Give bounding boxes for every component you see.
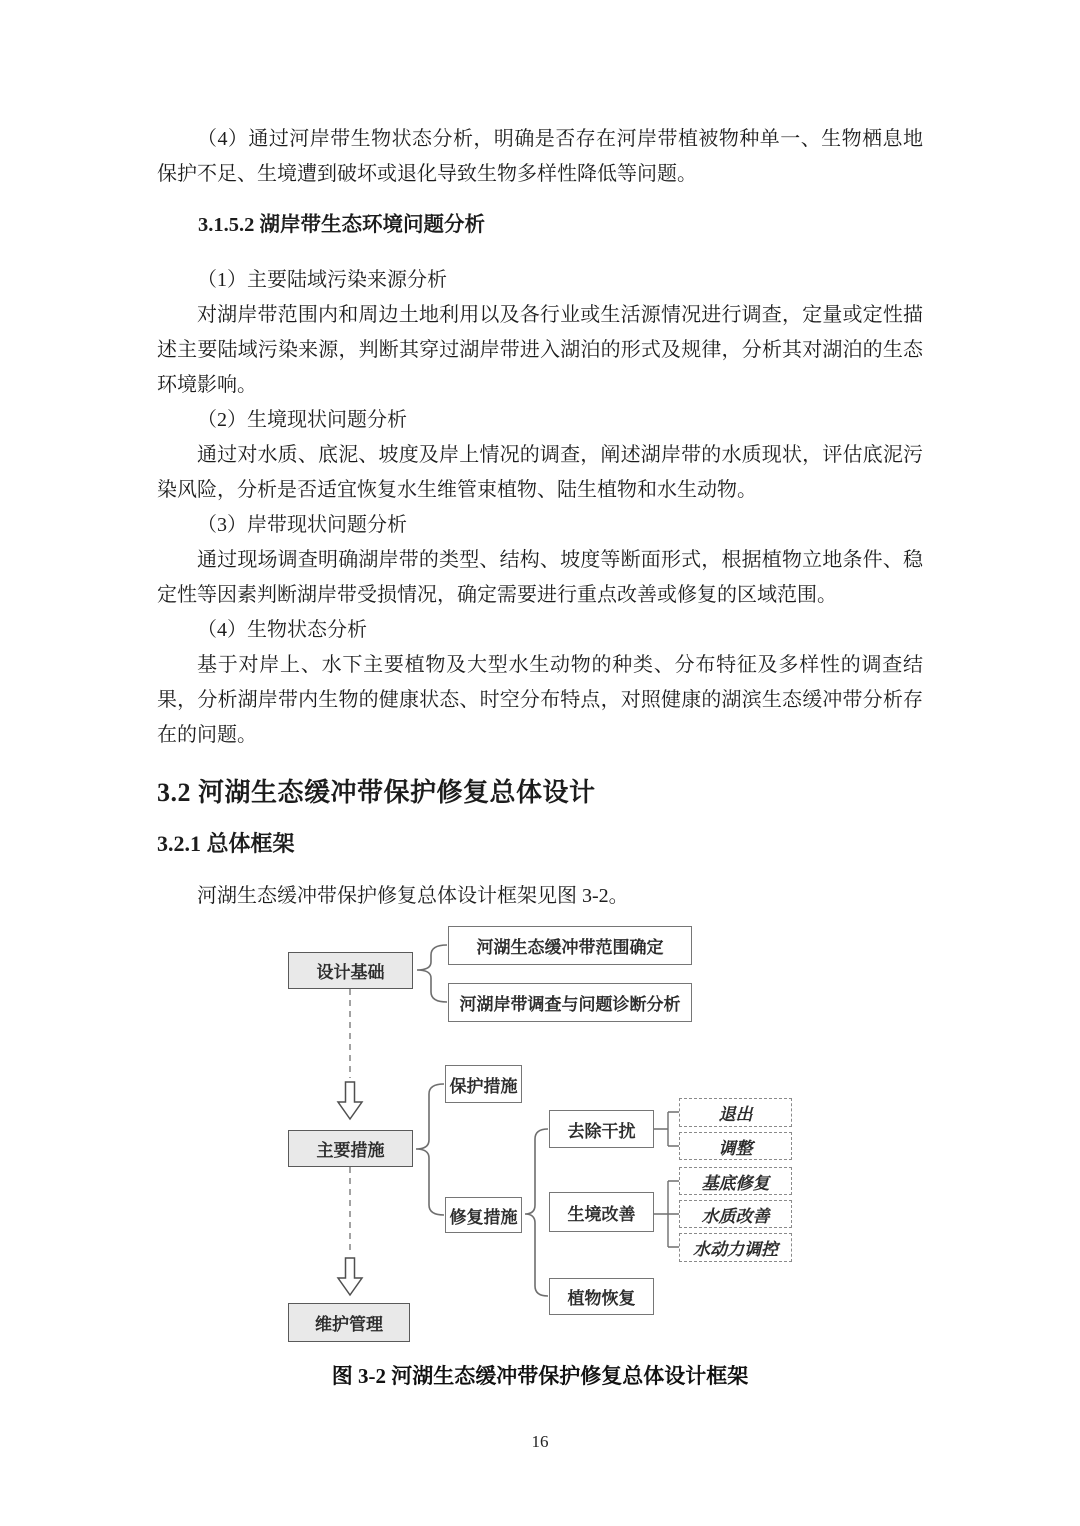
brace-main-measures (416, 1084, 444, 1215)
flow-node-survey-diagnosis: 河湖岸带调查与问题诊断分析 (448, 983, 692, 1022)
bracket-habitat-improvement (654, 1181, 679, 1247)
figure-caption: 图 3-2 河湖生态缓冲带保护修复总体设计框架 (331, 1364, 749, 1388)
hollow-down-arrow-icon (338, 1258, 362, 1295)
item-2-title: （2）生境现状问题分析 (197, 409, 407, 431)
text-column (157, 122, 923, 914)
flow-node-substrate-repair: 基底修复 (679, 1167, 792, 1195)
flow-node-main-measures: 主要措施 (288, 1130, 413, 1167)
figure-reference-paragraph: 河湖生态缓冲带保护修复总体设计框架见图 3-2。 (197, 885, 629, 907)
flow-node-design-basis: 设计基础 (288, 952, 413, 989)
item-1-body: 对湖岸带范围内和周边土地利用以及各行业或生活源情况进行调查，定量或定性描述主要陆域污染来源，判断其穿过湖岸带进入湖泊的形式及规律，分析其对湖泊的生态环境影响。 (157, 304, 923, 396)
item-4-title: （4）生物状态分析 (197, 619, 367, 641)
paragraph-intro: （4）通过河岸带生物状态分析，明确是否存在河岸带植被物种单一、生物栖息地保护不足、生境遭到破坏或退化导致生物多样性降低等问题。 (157, 128, 923, 185)
section-heading-321: 3.2.1 总体框架 (157, 831, 295, 856)
flow-node-exit: 退出 (679, 1098, 792, 1127)
flow-node-protection-measures: 保护措施 (445, 1065, 522, 1103)
item-4-body: 基于对岸上、水下主要植物及大型水生动物的种类、分布特征及多样性的调查结果，分析湖岸带内生物的健康状态、时空分布特点，对照健康的湖滨生态缓冲带分析存在的问题。 (157, 654, 923, 746)
figure-3-2-flowchart (150, 912, 950, 1357)
flow-node-hydrodynamic-regulation: 水动力调控 (679, 1233, 792, 1262)
item-3-body: 通过现场调查明确湖岸带的类型、结构、坡度等断面形式，根据植物立地条件、稳定性等因素判断湖岸带受损情况，确定需要进行重点改善或修复的区域范围。 (157, 549, 923, 606)
item-2-body: 通过对水质、底泥、坡度及岸上情况的调查，阐述湖岸带的水质现状，评估底泥污染风险，分析是否适宜恢复水生维管束植物、陆生植物和水生动物。 (157, 444, 923, 501)
hollow-down-arrow-icon (338, 1082, 362, 1119)
bracket-remove-disturbance (654, 1112, 679, 1146)
page-number: 16 (531, 1432, 549, 1451)
brace-restoration-measures (525, 1129, 548, 1296)
flow-node-plant-restoration: 植物恢复 (549, 1278, 654, 1315)
flow-node-adjust: 调整 (679, 1132, 792, 1160)
flow-node-restoration-measures: 修复措施 (445, 1197, 522, 1233)
item-3-title: （3）岸带现状问题分析 (197, 514, 407, 536)
flow-node-remove-disturbance: 去除干扰 (549, 1110, 654, 1148)
flow-node-habitat-improvement: 生境改善 (549, 1192, 654, 1232)
flow-node-maintenance-management: 维护管理 (288, 1303, 410, 1342)
flow-node-scope-determination: 河湖生态缓冲带范围确定 (448, 926, 692, 965)
section-heading-3152: 3.1.5.2 湖岸带生态环境问题分析 (198, 214, 485, 236)
section-heading-32: 3.2 河湖生态缓冲带保护修复总体设计 (157, 778, 596, 807)
brace-design-basis (417, 945, 447, 1002)
flow-node-water-quality-improvement: 水质改善 (679, 1200, 792, 1228)
item-1-title: （1）主要陆域污染来源分析 (197, 269, 447, 291)
